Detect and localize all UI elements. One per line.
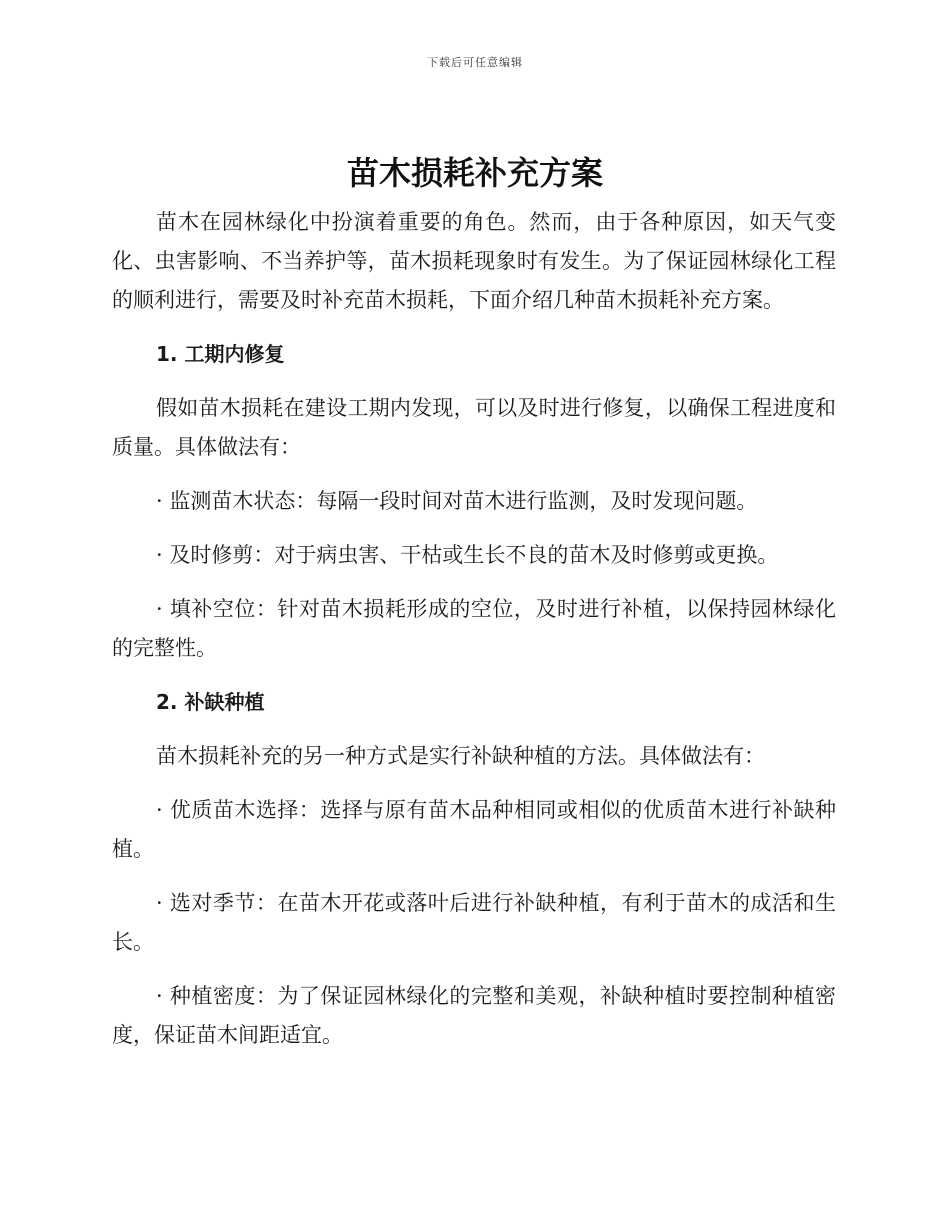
bullet-item: · 种植密度：为了保证园林绿化的完整和美观，补缺种植时要控制种植密度，保证苗木间距适宜。 [112, 984, 836, 1047]
document-body [112, 203, 836, 1055]
bullet-item: · 监测苗木状态：每隔一段时间对苗木进行监测，及时发现问题。 [156, 489, 758, 513]
bullet-item: · 选对季节：在苗木开花或落叶后进行补缺种植，有利于苗木的成活和生长。 [112, 891, 836, 954]
page-header-note: 下载后可任意编辑 [427, 56, 523, 69]
bullet-item: · 优质苗木选择：选择与原有苗木品种相同或相似的优质苗木进行补缺种植。 [112, 798, 836, 861]
section-paragraph: 苗木损耗补充的另一种方式是实行补缺种植的方法。具体做法有： [156, 744, 765, 768]
section-heading-replant: 2. 补缺种植 [156, 690, 265, 714]
intro-paragraph: 苗木在园林绿化中扮演着重要的角色。然而，由于各种原因，如天气变化、虫害影响、不当养护等，苗木损耗现象时有发生。为了保证园林绿化工程的顺利进行，需要及时补充苗木损耗，下面介绍几种苗木损耗补充方案。 [112, 210, 836, 312]
section-paragraph: 假如苗木损耗在建设工期内发现，可以及时进行修复，以确保工程进度和质量。具体做法有： [112, 396, 836, 459]
bullet-item: · 填补空位：针对苗木损耗形成的空位，及时进行补植，以保持园林绿化的完整性。 [112, 597, 836, 660]
bullet-item: · 及时修剪：对于病虫害、干枯或生长不良的苗木及时修剪或更换。 [156, 543, 779, 567]
document-title: 苗木损耗补充方案 [346, 154, 603, 192]
section-heading-repair: 1. 工期内修复 [156, 342, 285, 366]
